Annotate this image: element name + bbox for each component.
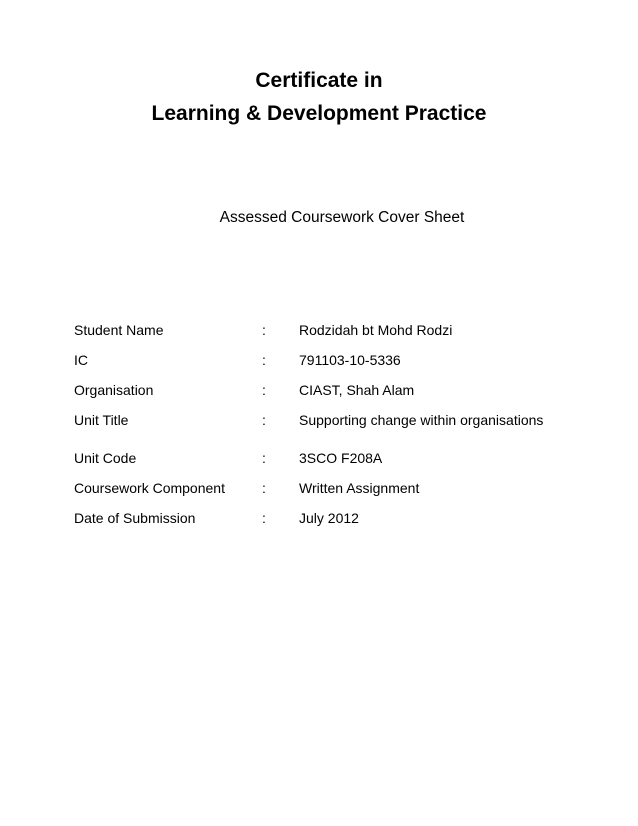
- details-table: [74, 315, 614, 533]
- detail-row-unit-code: [74, 443, 614, 473]
- detail-separator: :: [262, 480, 266, 496]
- detail-label: IC: [74, 352, 88, 368]
- detail-value: Supporting change within organisations: [299, 412, 544, 428]
- detail-label: Unit Title: [74, 412, 129, 428]
- detail-row-organisation: [74, 375, 614, 405]
- detail-separator: :: [262, 322, 266, 338]
- detail-label: Unit Code: [74, 450, 137, 466]
- detail-value: Rodzidah bt Mohd Rodzi: [299, 322, 453, 338]
- detail-separator: :: [262, 510, 266, 526]
- document-subtitle: Assessed Coursework Cover Sheet: [219, 209, 465, 226]
- detail-value: July 2012: [299, 510, 359, 526]
- detail-label: Organisation: [74, 382, 154, 398]
- title-line-program: Learning & Development Practice: [151, 102, 487, 125]
- detail-row-unit-title: [74, 405, 614, 435]
- detail-separator: :: [262, 382, 266, 398]
- detail-separator: :: [262, 412, 266, 428]
- title-line-certificate: Certificate in: [255, 69, 383, 92]
- detail-row-ic: [74, 345, 614, 375]
- detail-separator: :: [262, 450, 266, 466]
- detail-value: CIAST, Shah Alam: [299, 382, 415, 398]
- detail-row-coursework-component: [74, 473, 614, 503]
- detail-label: Coursework Component: [74, 480, 225, 496]
- detail-row-date-of-submission: [74, 503, 614, 533]
- detail-value: 791103-10-5336: [299, 352, 401, 368]
- detail-value: 3SCO F208A: [299, 450, 383, 466]
- detail-row-student-name: [74, 315, 614, 345]
- document-title: [0, 64, 638, 130]
- detail-label: Student Name: [74, 322, 164, 338]
- detail-separator: :: [262, 352, 266, 368]
- detail-value: Written Assignment: [299, 480, 420, 496]
- detail-label: Date of Submission: [74, 510, 196, 526]
